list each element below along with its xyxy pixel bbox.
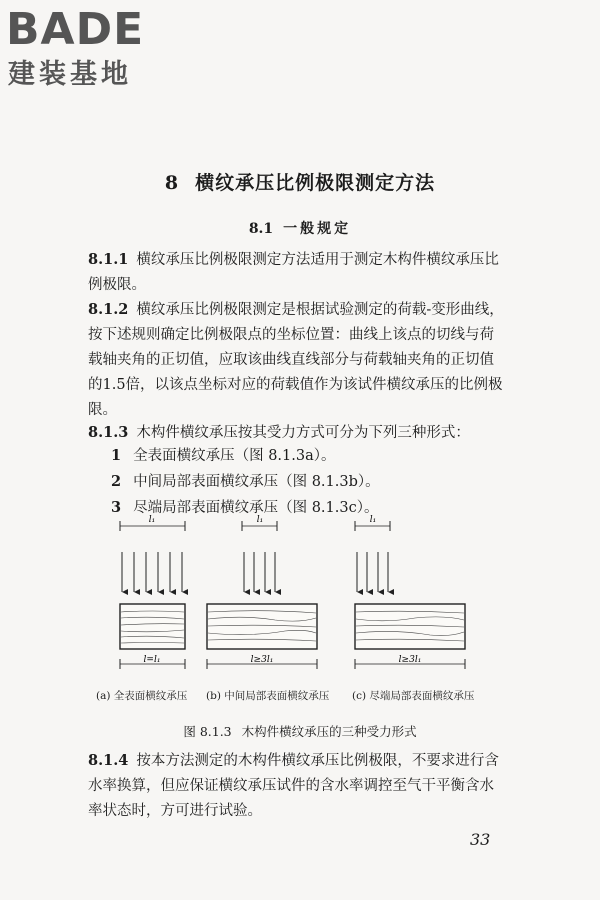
clause-text: 木构件横纹承压按其受力方式可分为下列三种形式：	[136, 425, 470, 441]
specimen-length-label: l=l₁	[143, 655, 161, 665]
chapter-title-text: 横纹承压比例极限测定方法	[195, 172, 436, 194]
chapter-number: 8	[164, 172, 180, 194]
timber-specimen	[120, 604, 185, 649]
logo-subtitle: 建装基地	[8, 59, 132, 90]
section-heading	[0, 218, 600, 238]
timber-specimen	[207, 604, 317, 649]
panel-b-middle-partial	[207, 515, 317, 665]
panel-b-caption: (b) 中间局部表面横纹承压	[206, 690, 330, 702]
specimen-length-label: l≥3l₁	[250, 655, 274, 665]
item-number: 1	[111, 447, 122, 464]
load-width-label: l₁	[148, 515, 156, 525]
figure-diagram	[85, 512, 505, 712]
figure-caption-text: 木构件横纹承压的三种受力形式	[241, 724, 417, 739]
page-number: 33	[470, 830, 491, 849]
logo-wordmark: BADE	[6, 4, 145, 55]
clause-text: 横纹承压比例极限测定是根据试验测定的荷载-变形曲线，按下述规则确定比例极限点的坐标位置：曲线上该点的切线与荷载轴夹角的正切值，应取该曲线直线部分与荷载轴夹角的正切值的1.5倍，以该点坐标对应的荷载值作为该试件横纹承压的比例极限。	[88, 302, 504, 418]
panel-c-end-partial	[355, 515, 465, 665]
panel-a-caption: (a) 全表面横纹承压	[96, 690, 188, 702]
item-number: 2	[111, 473, 122, 490]
item-text: 中间局部表面横纹承压（图 8.1.3b）。	[133, 474, 380, 490]
panel-a-full-surface	[120, 515, 185, 665]
clause-number: 8.1.1	[88, 251, 129, 268]
item-number: 3	[111, 499, 122, 516]
panel-c-caption: (c) 尽端局部表面横纹承压	[352, 690, 475, 702]
clause-text: 横纹承压比例极限测定方法适用于测定木构件横纹承压比例极限。	[88, 252, 499, 293]
load-arrows	[244, 552, 275, 592]
clause-number: 8.1.2	[88, 301, 129, 318]
load-width-label: l₁	[256, 515, 264, 525]
figure-number: 图 8.1.3	[183, 724, 232, 739]
logo	[6, 4, 181, 109]
section-title-text: 一般规定	[283, 221, 352, 237]
timber-specimen	[355, 604, 465, 649]
load-form-list	[111, 443, 491, 521]
clause-text: 按本方法测定的木构件横纹承压比例极限，不要求进行含水率换算，但应保证横纹承压试件的含水率调控至气干平衡含水率状态时，方可进行试验。	[88, 753, 499, 819]
figure-caption	[0, 722, 600, 740]
clause-8-1-4	[88, 748, 508, 824]
chapter-title	[0, 168, 600, 195]
load-width-label: l₁	[369, 515, 377, 525]
load-arrows	[122, 552, 182, 592]
clause-8-1-2	[88, 297, 508, 423]
load-arrows	[357, 552, 388, 592]
clause-8-1-1	[88, 247, 508, 298]
list-item	[111, 443, 491, 469]
clause-number: 8.1.4	[88, 752, 129, 769]
item-text: 全表面横纹承压（图 8.1.3a）。	[133, 448, 336, 464]
item-text: 尽端局部表面横纹承压（图 8.1.3c）。	[133, 500, 379, 516]
section-number: 8.1	[248, 221, 274, 237]
specimen-length-label: l≥3l₁	[398, 655, 422, 665]
clause-number: 8.1.3	[88, 424, 129, 441]
list-item	[111, 469, 491, 495]
